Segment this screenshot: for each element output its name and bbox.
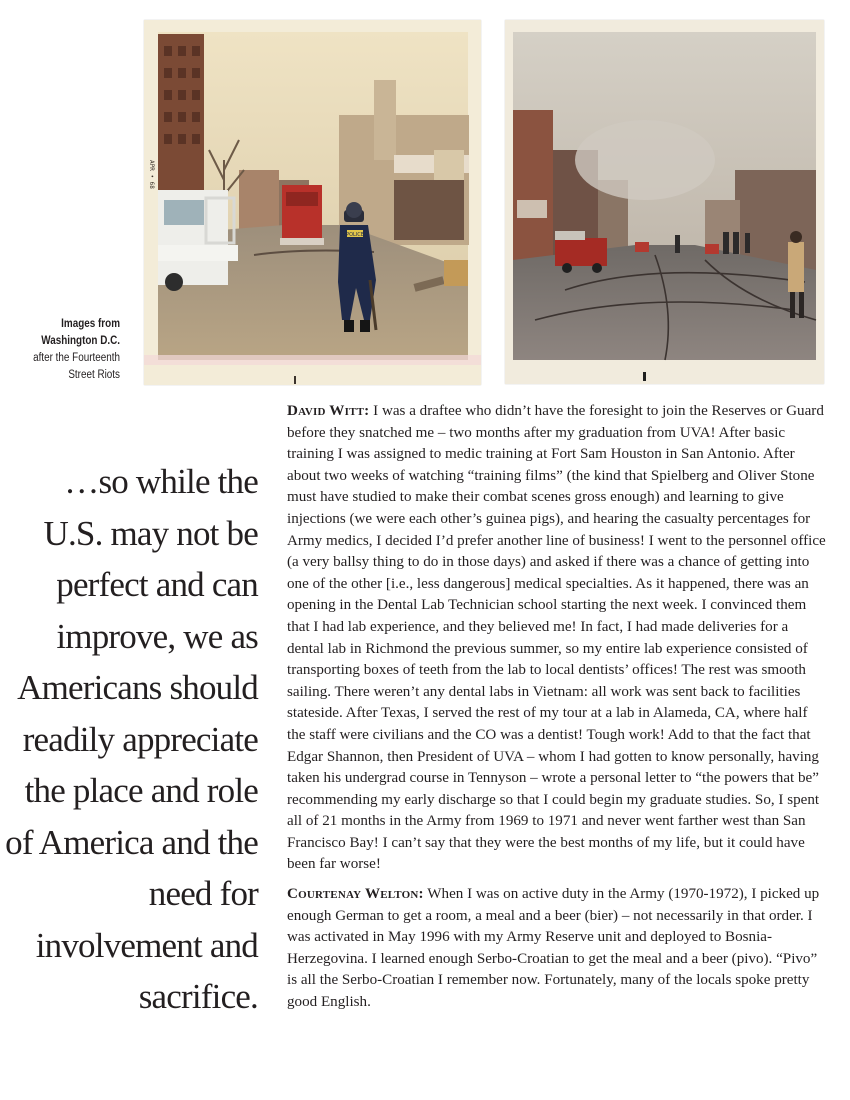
speaker-name: David Witt: [287, 403, 370, 419]
caption-line-4: Street Riots [68, 369, 120, 381]
caption-line-2: Washington D.C. [41, 335, 120, 347]
testimony-text: When I was on active duty in the Army (1970-1972), I picked up enough German to get a room, a meal and a beer (bier) – not necessarily in that order. I was activated in May 1996 with my Army Reserve unit and deployed to Bosnia-Herzegovina. I learned enough Serbo-Croatian to get the meal and a beer (pivo). “Pivo” is all the Serbo-Croatian I remember now. Fortunately, many of the locals spoke pretty good English. [287, 886, 820, 1011]
caption-line-1: Images from [61, 318, 120, 330]
police-badge-text: POLICE [346, 232, 364, 238]
testimonies-body [287, 401, 827, 1014]
riot-street-photo-fire-hoses-image [505, 20, 824, 384]
testimony-text: I was a draftee who didn’t have the foresight to join the Reserves or Guard before they snatched me – two months after my graduation from UVA! After basic training I was assigned to medic training at Fort Sam Houston in San Antonio. After about two weeks of watching “training films” (the kind that Spielberg and Oliver Stone must have studied to make their combat scenes gross enough) and learning to give injections (we were each other’s guinea pigs), and hearing the casualty percentages for Army medics, I decided I’d prefer another line of business! I went to the personnel office (a very ballsy thing to do in those days) and asked if there was a chance of getting into one of the other [i.e., less dangerous] medical specialties. As it happened, there was an opening in the Dental Lab Technician school starting the next week. I convinced them that I had lab experience, and they believed me! In fact, I had made deliveries for a dental lab in Richmond the previous summer, so my entire lab experience consisted of transporting boxes of teeth from the lab to local dentists’ offices! The rest was smooth sailing. There weren’t any dental labs in Vietnam: all work was sent back to facilities stateside. After Texas, I served the rest of my tour at a lab in Alameda, CA, where half the staff were civilians and the CO was a dentist! Tough work! Add to that the fact that Edgar Shannon, then President of UVA – whom I had gotten to know personally, having taken his undergrad course in Tennyson – wrote a personal letter to “the powers that be” recommending my early discharge so that I could begin my graduate studies. So, I spent all of 21 months in the Army from 1969 to 1971 and never went farther west than San Francisco Bay! I can’t say that they were the best months of my life, but it could have been far worse! [287, 403, 826, 873]
testimony-david-witt [287, 401, 827, 876]
riot-street-photo-police-image [144, 20, 481, 385]
testimony-courtenay-welton [287, 884, 827, 1014]
caption-line-3: after the Fourteenth [33, 352, 120, 364]
speaker-name: Courtenay Welton: [287, 886, 424, 903]
riot-street-photo-fire-hoses [505, 20, 824, 384]
riot-street-photo-police [144, 20, 481, 385]
photo-caption [25, 316, 120, 384]
film-date-stamp: APR • 68 [148, 160, 155, 189]
pull-quote: …so while the U.S. may not be perfect and can improve, we as Americans should readily appreciate the place and role of America and the need for involvement and sacrifice. [5, 462, 258, 1016]
